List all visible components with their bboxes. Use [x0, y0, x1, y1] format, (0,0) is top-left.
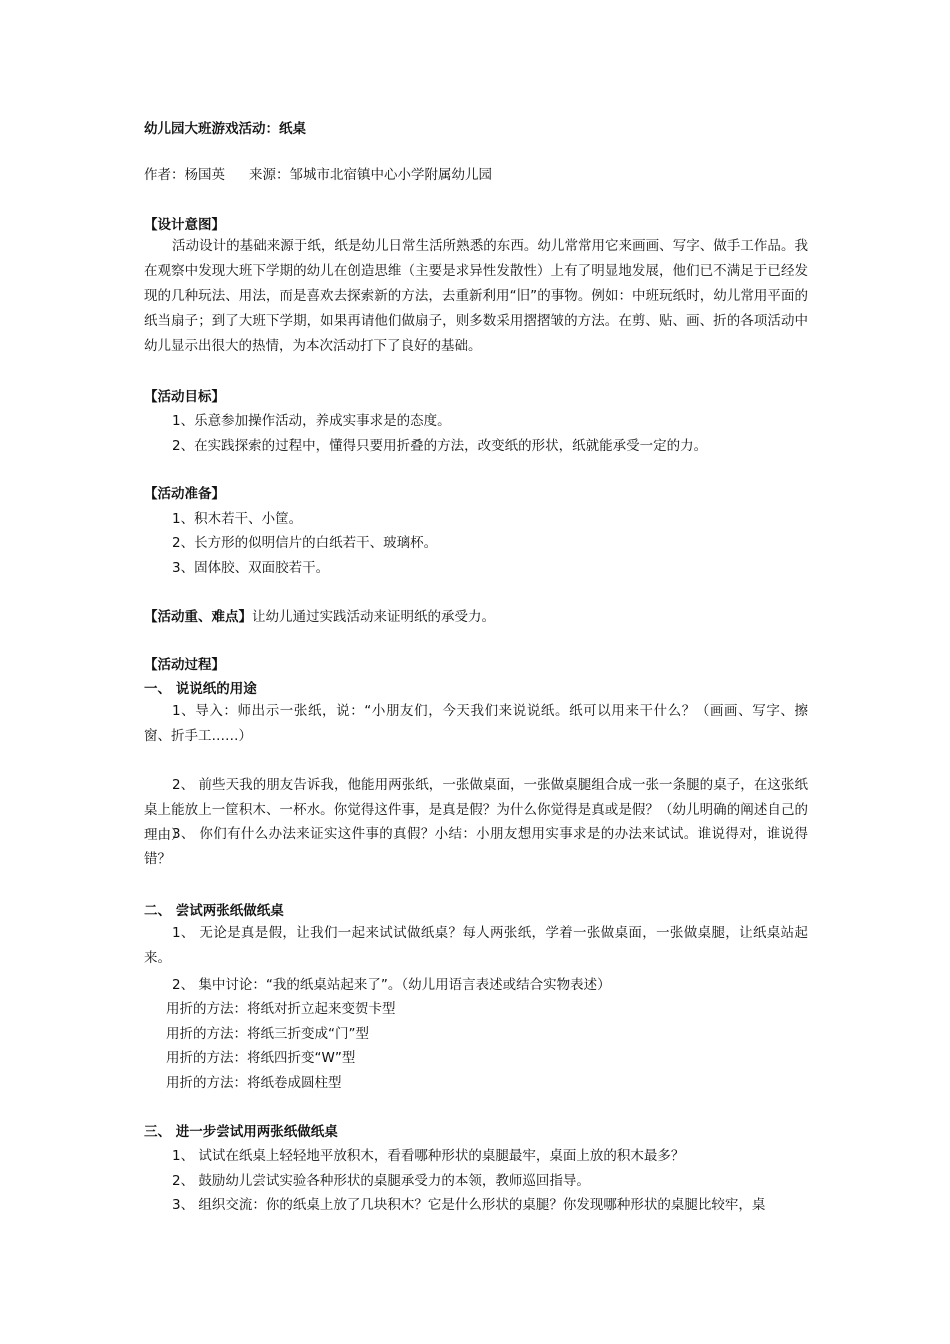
section-2-para-2: 2、 集中讨论：“我的纸桌站起来了”。（幼儿用语言表述或结合实物表述）: [172, 977, 611, 993]
section-3-item: 3、 组织交流：你的纸桌上放了几块积木？它是什么形状的桌腿？你发现哪种形状的桌腿比较牢，桌: [172, 1197, 766, 1213]
goal-item: 2、在实践探索的过程中，懂得只要用折叠的方法，改变纸的形状，纸就能承受一定的力。: [172, 438, 708, 454]
section-2-title: 二、 尝试两张纸做纸桌: [144, 903, 284, 919]
design-text: 活动设计的基础来源于纸，纸是幼儿日常生活所熟悉的东西。幼儿常常用它来画画、写字、做手工作品。我在观察中发现大班下学期的幼儿在创造思维（主要是求异性发散性）上有了明显地发展，他们已不满足于已经发现的几种玩法、用法，而是喜欢去探索新的方法，去重新利用“旧”的事物。例如：中班玩纸时，幼儿常用平面的纸当扇子；到了大班下学期，如果再请他们做扇子，则多数采用摺摺皱的方法。在剪、贴、画、折的各项活动中幼儿显示出很大的热情，为本次活动打下了良好的基础。: [144, 238, 808, 354]
method-item: 用折的方法：将纸对折立起来变贺卡型: [166, 1001, 396, 1017]
prep-item: 1、积木若干、小筐。: [172, 511, 303, 527]
prep-heading: 【活动准备】: [144, 486, 225, 502]
key-text: 让幼儿通过实践活动来证明纸的承受力。: [252, 609, 495, 625]
method-item: 用折的方法：将纸卷成圆柱型: [166, 1075, 342, 1091]
document-title: 幼儿园大班游戏活动：纸桌: [144, 121, 306, 137]
section-1-para-3: 3、 你们有什么办法来证实这件事的真假？小结：小朋友想用实事求是的办法来试试。谁说得对，谁说得错？: [144, 826, 808, 867]
section-1-para-1: 1、导入：师出示一张纸，说：“小朋友们，今天我们来说说纸。纸可以用来干什么？（画画、写字、擦窗、折手工……）: [144, 703, 808, 744]
prep-item: 3、固体胶、双面胶若干。: [172, 560, 330, 576]
section-3-title: 三、 进一步尝试用两张纸做纸桌: [144, 1124, 338, 1140]
key-heading: 【活动重、难点】: [144, 609, 252, 625]
byline: [144, 166, 492, 184]
author: 作者：杨国英: [144, 167, 225, 183]
section-2-para-1: 1、 无论是真是假，让我们一起来试试做纸桌？每人两张纸，学着一张做桌面，一张做桌腿，让纸桌站起来。: [144, 925, 808, 966]
design-heading: 【设计意图】: [144, 217, 225, 233]
goal-item: 1、乐意参加操作活动，养成实事求是的态度。: [172, 413, 451, 429]
method-item: 用折的方法：将纸四折变“W”型: [166, 1050, 356, 1066]
goals-heading: 【活动目标】: [144, 389, 225, 405]
section-1-para-2: 2、 前些天我的朋友告诉我，他能用两张纸，一张做桌面，一张做桌腿组合成一张一条腿的桌子，在这张纸桌上能放上一筐积木、一杯水。你觉得这件事，是真是假？为什么你觉得是真或是假？（幼儿明确的阐述自己的理由）: [144, 777, 808, 843]
source: 来源：邹城市北宿镇中心小学附属幼儿园: [249, 167, 492, 183]
section-3-item: 1、 试试在纸桌上轻轻地平放积木，看看哪种形状的桌腿最牢，桌面上放的积木最多？: [172, 1148, 685, 1164]
key-points: [144, 608, 495, 626]
process-heading: 【活动过程】: [144, 657, 225, 673]
method-item: 用折的方法：将纸三折变成“门”型: [166, 1026, 369, 1042]
section-3-item: 2、 鼓励幼儿尝试实验各种形状的桌腿承受力的本领，教师巡回指导。: [172, 1173, 590, 1189]
prep-item: 2、长方形的似明信片的白纸若干、玻璃杯。: [172, 535, 438, 551]
section-1-title: 一、 说说纸的用途: [144, 681, 257, 697]
